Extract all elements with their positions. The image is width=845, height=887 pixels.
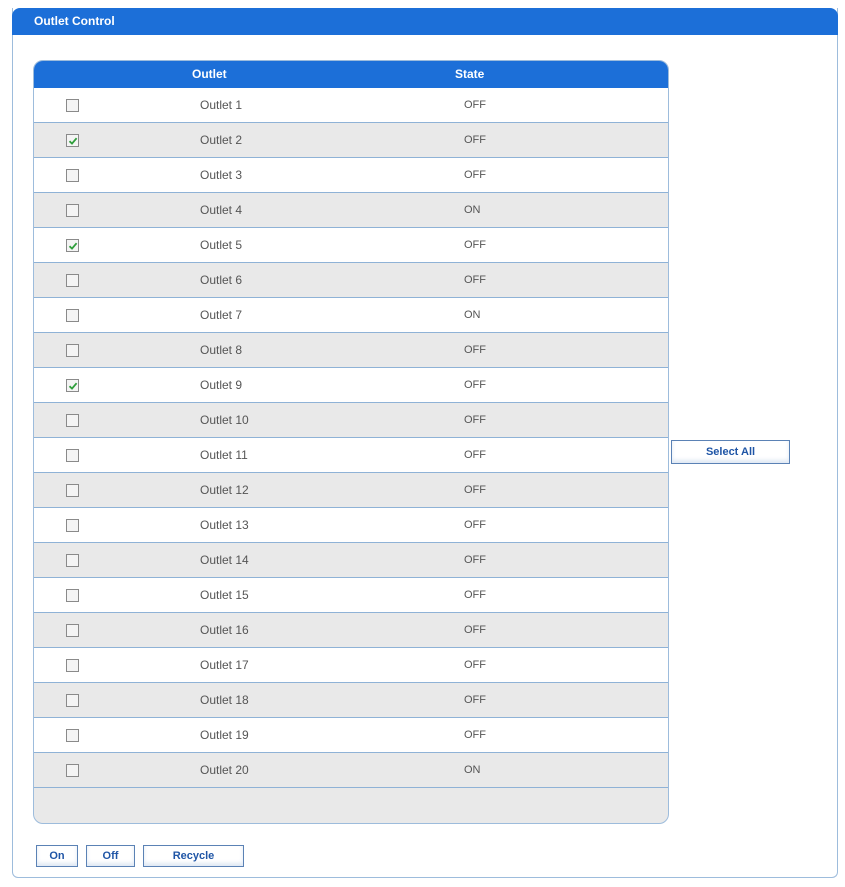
table-row (34, 683, 668, 718)
outlet-name: Outlet 19 (200, 728, 249, 742)
outlet-checkbox[interactable] (66, 449, 79, 462)
column-header-state: State (455, 67, 485, 81)
outlet-checkbox[interactable] (66, 134, 79, 147)
outlet-name: Outlet 15 (200, 588, 249, 602)
outlet-name: Outlet 1 (200, 98, 243, 112)
outlet-checkbox[interactable] (66, 169, 79, 182)
table-row (34, 298, 668, 333)
table-row (34, 193, 668, 228)
check-icon (68, 241, 78, 251)
outlet-name: Outlet 8 (200, 343, 243, 357)
outlet-checkbox[interactable] (66, 414, 79, 427)
outlet-state: OFF (464, 169, 486, 181)
check-icon (68, 136, 78, 146)
outlet-name: Outlet 20 (200, 763, 249, 777)
outlet-state: OFF (464, 414, 486, 426)
panel-header (12, 8, 838, 35)
outlet-state: OFF (464, 239, 486, 251)
check-icon (68, 381, 78, 391)
outlet-state: OFF (464, 344, 486, 356)
outlet-name: Outlet 3 (200, 168, 243, 182)
outlet-checkbox[interactable] (66, 274, 79, 287)
table-row (34, 333, 668, 368)
outlet-name: Outlet 13 (200, 518, 249, 532)
table-row (34, 228, 668, 263)
outlet-name: Outlet 11 (200, 448, 248, 462)
outlet-checkbox[interactable] (66, 764, 79, 777)
outlet-checkbox[interactable] (66, 589, 79, 602)
outlet-checkbox[interactable] (66, 624, 79, 637)
outlet-state: OFF (464, 589, 486, 601)
table-row (34, 543, 668, 578)
table-row (34, 88, 668, 123)
outlet-name: Outlet 6 (200, 273, 243, 287)
outlet-state: OFF (464, 694, 486, 706)
outlet-name: Outlet 7 (200, 308, 243, 322)
outlet-name: Outlet 2 (200, 133, 243, 147)
table-row (34, 158, 668, 193)
outlet-state: OFF (464, 449, 486, 461)
table-header (34, 61, 668, 88)
outlet-checkbox[interactable] (66, 484, 79, 497)
outlet-checkbox[interactable] (66, 204, 79, 217)
table-row (34, 263, 668, 298)
outlet-name: Outlet 17 (200, 658, 249, 672)
outlet-checkbox[interactable] (66, 344, 79, 357)
table-row (34, 648, 668, 683)
on-button[interactable]: On (36, 845, 78, 867)
outlet-checkbox[interactable] (66, 554, 79, 567)
outlet-state: OFF (464, 134, 486, 146)
outlet-table (33, 60, 669, 824)
outlet-name: Outlet 18 (200, 693, 249, 707)
outlet-name: Outlet 10 (200, 413, 249, 427)
outlet-checkbox[interactable] (66, 379, 79, 392)
outlet-checkbox[interactable] (66, 694, 79, 707)
outlet-checkbox[interactable] (66, 519, 79, 532)
off-button[interactable]: Off (86, 845, 135, 867)
outlet-state: ON (464, 764, 481, 776)
table-row (34, 438, 668, 473)
table-row (34, 613, 668, 648)
outlet-checkbox[interactable] (66, 659, 79, 672)
outlet-name: Outlet 9 (200, 378, 243, 392)
table-row (34, 368, 668, 403)
outlet-name: Outlet 12 (200, 483, 249, 497)
outlet-state: OFF (464, 554, 486, 566)
table-row (34, 508, 668, 543)
outlet-state: OFF (464, 624, 486, 636)
select-all-button[interactable]: Select All (671, 440, 790, 464)
table-row (34, 403, 668, 438)
outlet-name: Outlet 5 (200, 238, 243, 252)
outlet-state: OFF (464, 99, 486, 111)
outlet-name: Outlet 14 (200, 553, 249, 567)
outlet-state: ON (464, 204, 481, 216)
table-row (34, 578, 668, 613)
outlet-name: Outlet 4 (200, 203, 243, 217)
outlet-state: OFF (464, 729, 486, 741)
panel-title: Outlet Control (34, 14, 115, 28)
outlet-state: OFF (464, 484, 486, 496)
outlet-state: ON (464, 309, 481, 321)
table-row (34, 473, 668, 508)
table-body (34, 88, 668, 788)
outlet-state: OFF (464, 274, 486, 286)
outlet-checkbox[interactable] (66, 99, 79, 112)
outlet-checkbox[interactable] (66, 309, 79, 322)
table-row (34, 753, 668, 788)
recycle-button[interactable]: Recycle (143, 845, 244, 867)
table-row (34, 123, 668, 158)
outlet-name: Outlet 16 (200, 623, 249, 637)
outlet-state: OFF (464, 519, 486, 531)
column-header-outlet: Outlet (192, 67, 227, 81)
outlet-state: OFF (464, 379, 486, 391)
outlet-checkbox[interactable] (66, 729, 79, 742)
outlet-checkbox[interactable] (66, 239, 79, 252)
outlet-state: OFF (464, 659, 486, 671)
table-row (34, 718, 668, 753)
